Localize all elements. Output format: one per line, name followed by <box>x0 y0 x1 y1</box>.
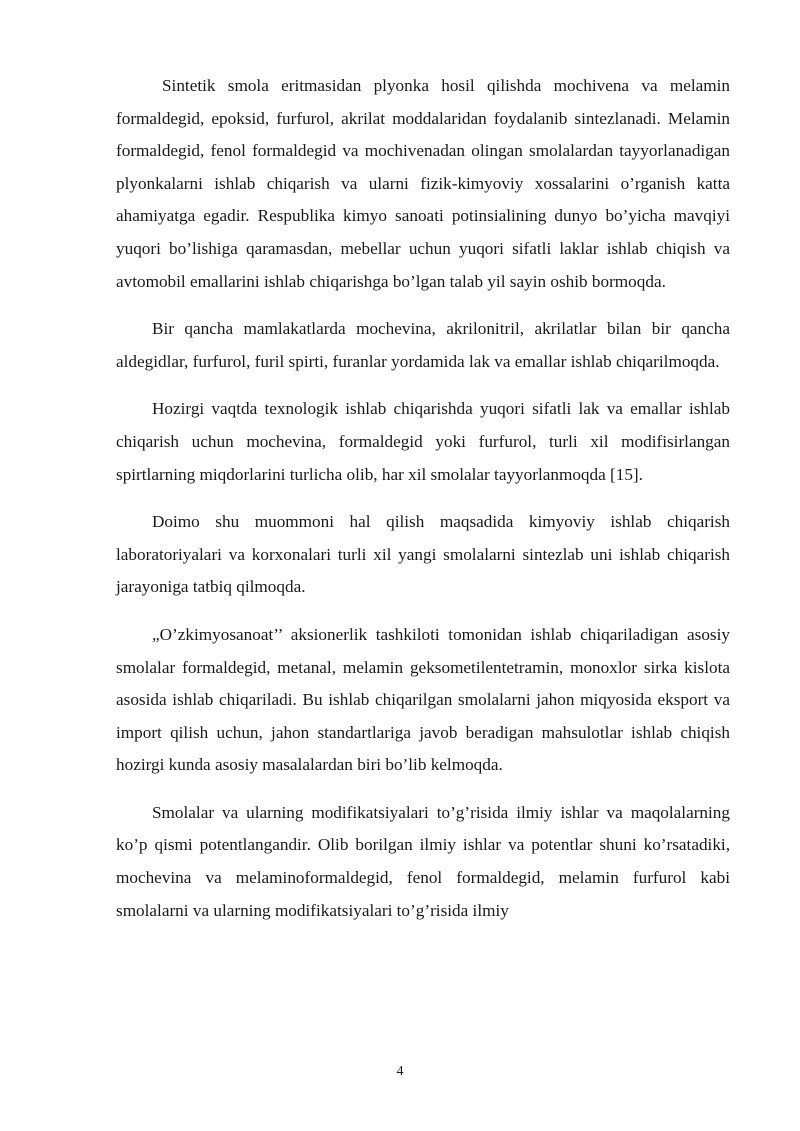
paragraph-6: Smolalar va ularning modifikatsiyalari to’g’risida ilmiy ishlar va maqolalarning ko’p qismi potentlangandir. Olib borilgan ilmiy ishlar va potentlar shuni ko’rsatadiki, mochevina va melaminoformaldegid, fenol formaldegid, melamin furfurol kabi smolalarni va ularning modifikatsiyalari to’g’risida ilmiy <box>116 802 730 920</box>
paragraph-3: Hozirgi vaqtda texnologik ishlab chiqarishda yuqori sifatli lak va emallar ishlab chiqarish uchun mochevina, formaldegid yoki furfurol, turli xil modifisirlangan spirtlarning miqdorlarini turlicha olib, har xil smolalar tayyorlanmoqda [15]. <box>116 399 730 484</box>
paragraph-2: Bir qancha mamlakatlarda mochevina, akrilonitril, akrilatlar bilan bir qancha aldegidlar, furfurol, furil spirti, furanlar yordamida lak va emallar ishlab chiqarilmoqda. <box>116 319 730 371</box>
paragraph-1: Sintetik smola eritmasidan plyonka hosil qilishda mochivena va melamin formaldegid, epoksid, furfurol, akrilat moddalaridan foydalanib sintezlanadi. Melamin formaldegid, fenol formaldegid va mochivenadan olingan smolalardan tayyorlanadigan plyonkalarni ishlab chiqarish va ularni fizik-kimyoviy xossalarini o’rganish katta ahamiyatga egadir. Respublika kimyo sanoati potinsialining dunyo bo’yicha mavqiyi yuqori bo’lishiga qaramasdan, mebellar uchun yuqori sifatli laklar ishlab chiqish va avtomobil emallarini ishlab chiqarishga bo’lgan talab yil sayin oshib bormoqda. <box>116 76 730 291</box>
paragraph-5: „O’zkimyosanoat’’ aksionerlik tashkiloti tomonidan ishlab chiqariladigan asosiy smolalar formaldegid, metanal, melamin geksometilentetramin, monoxlor sirka kislota asosida ishlab chiqariladi. Bu ishlab chiqarilgan smolalarni jahon miqyosida eksport va import qilish uchun, jahon standartlariga javob beradigan mahsulotlar ishlab chiqish hozirgi kunda asosiy masalalardan biri bo’lib kelmoqda. <box>116 624 730 775</box>
page-number: 4 <box>396 1064 404 1079</box>
body-text <box>116 70 730 927</box>
paragraph-4: Doimo shu muommoni hal qilish maqsadida kimyoviy ishlab chiqarish laboratoriyalari va korxonalari turli xil yangi smolalarni sintezlab uni ishlab chiqarish jarayoniga tatbiq qilmoqda. <box>116 512 730 597</box>
